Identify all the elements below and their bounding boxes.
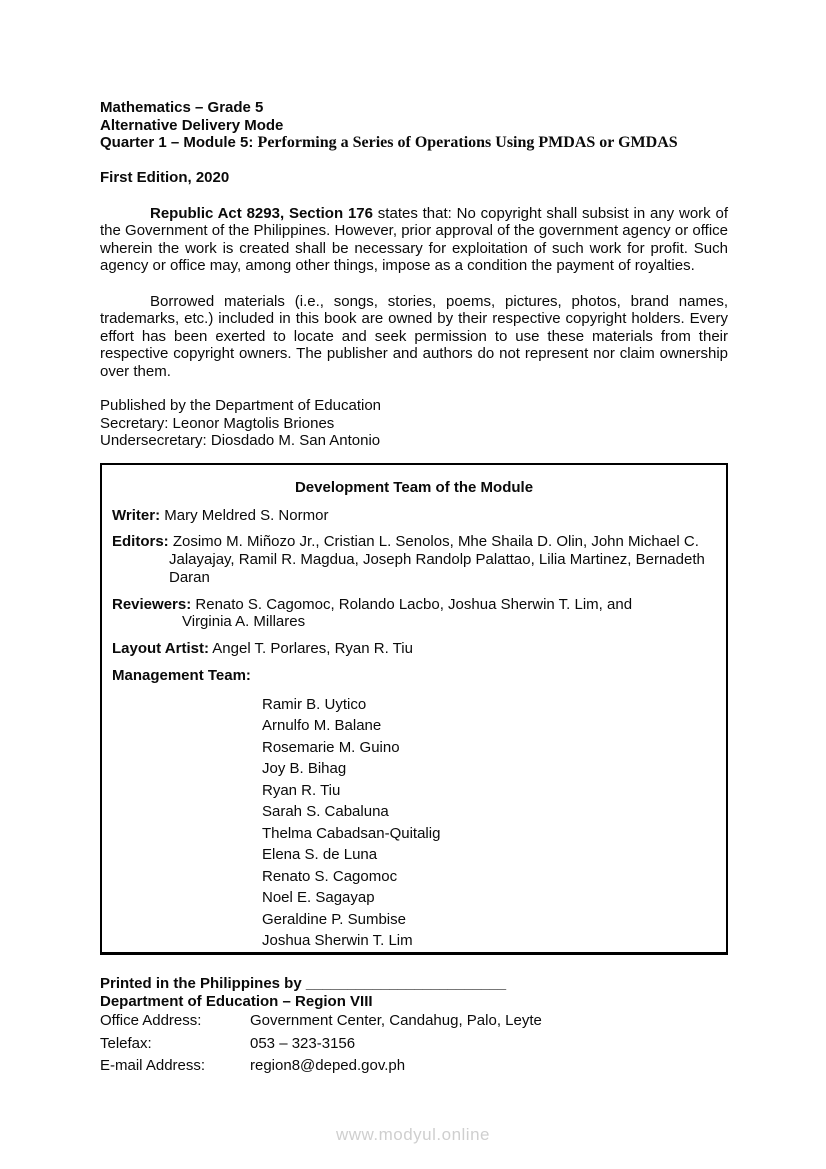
contact-row-value: 053 – 323-3156: [250, 1034, 356, 1052]
reviewers-names: Renato S. Cagomoc, Rolando Lacbo, Joshua Sherwin T. Lim, and: [195, 595, 633, 613]
reviewers-entry: [112, 596, 716, 632]
writer-name: Mary Meldred S. Normor: [164, 506, 329, 524]
layout-artist-label: Layout Artist:: [112, 640, 209, 658]
contact-row-value: Government Center, Candahug, Palo, Leyte: [250, 1012, 542, 1029]
department-region-line: Department of Education – Region VIII: [100, 992, 373, 1010]
management-team-member: Joshua Sherwin T. Lim: [262, 932, 413, 950]
printed-by-blank: ________________________: [305, 975, 507, 992]
undersecretary-line: Undersecretary: Diosdado M. San Antonio: [100, 432, 381, 449]
contact-row: [100, 1010, 728, 1033]
contact-row: [100, 1033, 728, 1056]
management-team-member: Thelma Cabadsan-Quitalig: [262, 824, 441, 842]
development-team-box: [100, 463, 728, 955]
reviewers-label: Reviewers:: [112, 595, 192, 613]
reviewers-line2: Virginia A. Millares: [182, 613, 306, 631]
contact-row-value: region8@deped.gov.ph: [250, 1057, 406, 1074]
printed-by-line: [100, 975, 728, 993]
management-team-member: Noel E. Sagayap: [262, 889, 375, 907]
management-team-member: Joy B. Bihag: [262, 760, 347, 778]
management-team-member: Renato S. Cagomoc: [262, 867, 398, 885]
republic-act-text: states that: No copyright shall subsist in any work of the Government of the Philippines. However, prior approval of the government agency or office wherein the work is created shall be necessary for exploitation of such work for profit. Such agency or office may, among other things, impose as a condition the payment of royalties.: [100, 204, 728, 274]
contact-row-label: E-mail Address:: [100, 1057, 206, 1074]
edition-line: First Edition, 2020: [100, 169, 230, 186]
printed-by-text: Printed in the Philippines by: [100, 975, 306, 992]
writer-entry: [112, 507, 716, 525]
contact-rows: [100, 1010, 728, 1078]
reviewers-line1: [112, 596, 716, 614]
module-title-line: [100, 134, 728, 152]
module-title: Performing a Series of Operations Using PMDAS or GMDAS: [257, 134, 678, 151]
development-team-title: Development Team of the Module: [294, 479, 534, 496]
editors-names: Zosimo M. Miñozo Jr., Cristian L. Senolos, Mhe Shaila D. Olin, John Michael C. Jalayajay, Ramil R. Magdua, Joseph Randolp Palattao, Lilia Martinez, Bernadeth Daran: [169, 533, 705, 586]
page-content: [100, 99, 728, 450]
module-number: Quarter 1 – Module 5:: [100, 134, 258, 151]
borrowed-materials-paragraph: Borrowed materials (i.e., songs, stories, poems, pictures, photos, brand names, trademarks, etc.) included in this book are owned by their respective copyright holders. Every effort has been exerted to locate and seek permission to use these materials from their respective copyright owners. The publisher and authors do not represent nor claim ownership over them.: [100, 292, 728, 380]
published-by-line: Published by the Department of Education: [100, 397, 382, 414]
management-team-member: Ramir B. Uytico: [262, 695, 367, 713]
layout-artist-names: Angel T. Porlares, Ryan R. Tiu: [212, 640, 413, 658]
editors-label: Editors:: [112, 533, 169, 551]
management-team-list: [112, 694, 716, 952]
contact-row-label: Office Address:: [100, 1012, 202, 1029]
management-team-member: Rosemarie M. Guino: [262, 738, 400, 756]
management-team-member: Ryan R. Tiu: [262, 781, 341, 799]
management-team-member: Elena S. de Luna: [262, 846, 378, 864]
writer-label: Writer:: [112, 506, 161, 524]
layout-artist-entry: [112, 640, 716, 658]
management-team-member: Sarah S. Cabaluna: [262, 803, 389, 821]
printing-info-block: [100, 975, 728, 1078]
editors-entry: [112, 533, 716, 586]
contact-row-label: Telefax:: [100, 1034, 152, 1052]
publisher-block: [100, 397, 728, 450]
management-team-label: Management Team:: [112, 667, 251, 685]
contact-row: [100, 1055, 728, 1078]
management-team-member: Geraldine P. Sumbise: [262, 910, 406, 928]
header-block: [100, 99, 728, 152]
delivery-mode-line: Alternative Delivery Mode: [100, 116, 284, 134]
watermark-text: www.modyul.online: [335, 1125, 490, 1144]
republic-act-paragraph: [100, 205, 728, 275]
republic-act-citation: Republic Act 8293, Section 176: [150, 204, 373, 222]
management-team-member: Arnulfo M. Balane: [262, 717, 382, 735]
secretary-line: Secretary: Leonor Magtolis Briones: [100, 414, 335, 432]
subject-grade-line: Mathematics – Grade 5: [100, 99, 264, 116]
